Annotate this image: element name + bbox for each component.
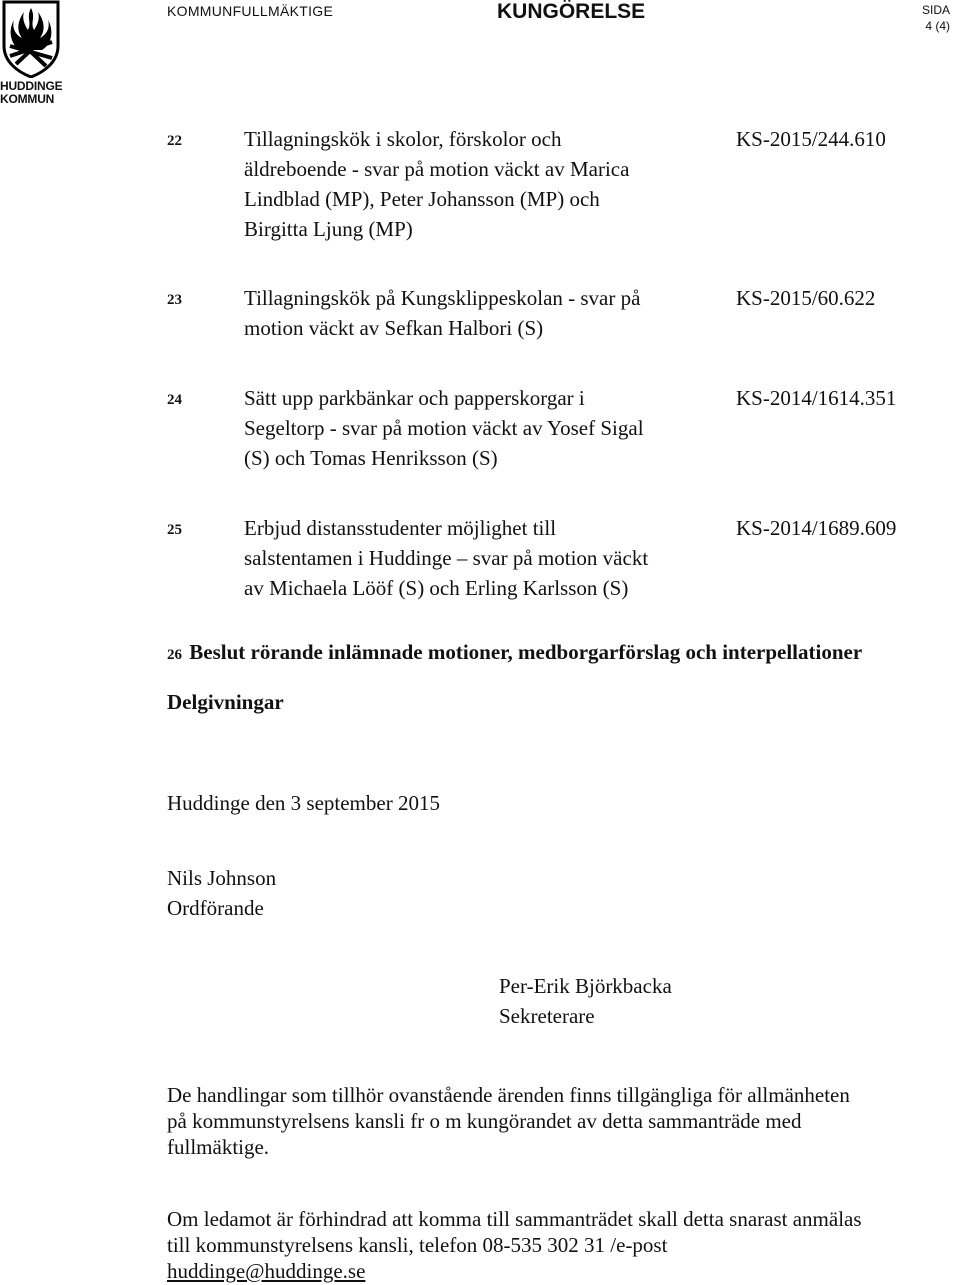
item-title-line: Birgitta Ljung (MP) xyxy=(244,217,413,241)
item-title: Beslut rörande inlämnade motioner, medborgarförslag och interpellationer xyxy=(189,640,863,664)
secretary-role: Sekreterare xyxy=(499,1004,595,1028)
chair-name: Nils Johnson xyxy=(167,866,277,890)
case-reference: KS-2014/1689.609 xyxy=(736,516,897,540)
item-title-line: av Michaela Lööf (S) och Erling Karlsson (S) xyxy=(244,576,629,600)
item-number: 26 xyxy=(167,647,182,663)
email-link[interactable]: huddinge@huddinge.se xyxy=(167,1259,366,1283)
absence-line: till kommunstyrelsens kansli, telefon 08-535 302 31 /e-post xyxy=(167,1233,668,1257)
notice-line: på kommunstyrelsens kansli fr o m kungörandet av detta sammanträde med xyxy=(167,1109,802,1133)
case-reference: KS-2014/1614.351 xyxy=(736,386,897,410)
item-title-line: Sätt upp parkbänkar och papperskorgar i xyxy=(244,386,585,410)
notice-line: fullmäktige. xyxy=(167,1135,270,1159)
logo-text-line2: KOMMUN xyxy=(0,92,55,106)
document-type: KUNGÖRELSE xyxy=(497,0,646,23)
coat-of-arms-icon xyxy=(2,0,60,78)
agenda-item-26 xyxy=(167,640,862,665)
item-number: 23 xyxy=(167,292,182,308)
item-number: 25 xyxy=(167,522,182,538)
item-title-line: Segeltorp - svar på motion väckt av Yosef Sigal xyxy=(244,416,644,440)
chair-signature xyxy=(167,863,276,923)
item-title xyxy=(244,383,704,473)
secretary-name: Per-Erik Björkbacka xyxy=(499,974,672,998)
item-title xyxy=(244,513,704,603)
absence-notice xyxy=(167,1206,937,1284)
public-access-notice xyxy=(167,1082,937,1160)
chair-role: Ordförande xyxy=(167,896,264,920)
item-title-line: Tillagningskök på Kungsklippeskolan - svar på xyxy=(244,286,641,310)
item-title-line: Erbjud distansstudenter möjlighet till xyxy=(244,516,557,540)
item-title xyxy=(244,124,704,244)
place-date: Huddinge den 3 september 2015 xyxy=(167,791,440,815)
case-reference: KS-2015/60.622 xyxy=(736,286,876,310)
notice-line: De handlingar som tillhör ovanstående ärenden finns tillgängliga för allmänheten xyxy=(167,1083,850,1107)
item-title-line: äldreboende - svar på motion väckt av Marica xyxy=(244,157,630,181)
page-label: SIDA xyxy=(921,3,950,17)
item-title-line: Tillagningskök i skolor, förskolor och xyxy=(244,127,562,151)
body-name: KOMMUNFULLMÄKTIGE xyxy=(167,3,334,19)
case-reference: KS-2015/244.610 xyxy=(736,127,886,151)
item-title xyxy=(244,283,704,343)
item-title-line: motion väckt av Sefkan Halbori (S) xyxy=(244,316,544,340)
page-indicator xyxy=(922,2,950,34)
section-heading-delgivningar: Delgivningar xyxy=(167,690,284,714)
item-title-line: (S) och Tomas Henriksson (S) xyxy=(244,446,498,470)
absence-line: Om ledamot är förhindrad att komma till sammanträdet skall detta snarast anmälas xyxy=(167,1207,862,1231)
page-number: 4 (4) xyxy=(925,19,950,33)
huddinge-logo xyxy=(0,0,66,108)
secretary-signature xyxy=(499,971,672,1031)
logo-text-line1: HUDDINGE xyxy=(0,79,63,93)
item-title-line: salstentamen i Huddinge – svar på motion väckt xyxy=(244,546,649,570)
item-number: 22 xyxy=(167,133,182,149)
item-number: 24 xyxy=(167,392,182,408)
item-title-line: Lindblad (MP), Peter Johansson (MP) och xyxy=(244,187,600,211)
